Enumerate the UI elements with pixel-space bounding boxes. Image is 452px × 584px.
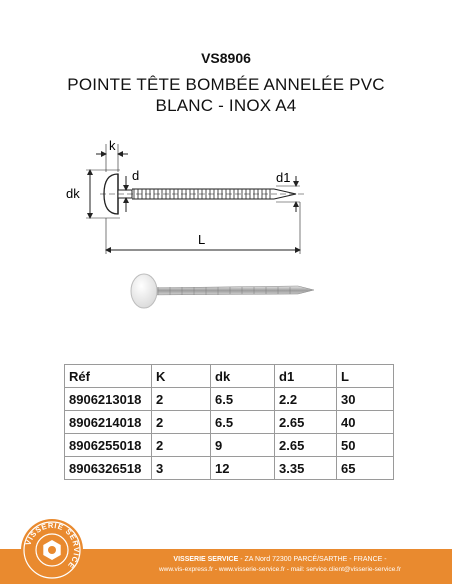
header-k: K	[152, 365, 211, 388]
cell-ref: 8906255018	[65, 434, 152, 457]
title-line-2: BLANC - INOX A4	[155, 96, 297, 115]
product-photo	[118, 262, 328, 322]
cell-dk: 9	[211, 434, 275, 457]
label-d: d	[132, 168, 140, 183]
logo-text: VISSERIE SERVICE	[23, 520, 82, 571]
cell-l: 50	[337, 434, 394, 457]
table-row	[65, 457, 394, 480]
header-l: L	[337, 365, 394, 388]
footer-contact-line: www.vis-express.fr - www.visserie-service.fr - mail: service.client@visserie-service.fr	[158, 566, 402, 573]
table-row	[65, 411, 394, 434]
cell-dk: 6.5	[211, 388, 275, 411]
cell-k: 2	[152, 388, 211, 411]
footer-address: - ZA Nord 72300 PARCÉ/SARTHE - FRANCE -	[238, 556, 387, 563]
visserie-service-logo	[20, 518, 84, 582]
cell-d1: 3.35	[275, 457, 337, 480]
cell-ref: 8906214018	[65, 411, 152, 434]
label-dk: dk	[66, 186, 80, 201]
header-d1: d1	[275, 365, 337, 388]
cell-ref: 8906213018	[65, 388, 152, 411]
cell-l: 30	[337, 388, 394, 411]
spec-table	[64, 364, 394, 480]
cell-d1: 2.65	[275, 434, 337, 457]
header-ref: Réf	[65, 365, 152, 388]
cell-k: 2	[152, 434, 211, 457]
title-line-1: POINTE TÊTE BOMBÉE ANNELÉE PVC	[67, 75, 385, 94]
table-header-row	[65, 365, 394, 388]
product-code: VS8906	[201, 50, 251, 66]
cell-l: 40	[337, 411, 394, 434]
cell-dk: 12	[211, 457, 275, 480]
cell-k: 2	[152, 411, 211, 434]
label-k: k	[109, 140, 116, 153]
cell-ref: 8906326518	[65, 457, 152, 480]
product-title	[0, 74, 452, 116]
label-d1: d1	[276, 170, 291, 185]
footer-company: VISSERIE SERVICE	[173, 556, 239, 563]
cell-d1: 2.2	[275, 388, 337, 411]
cell-dk: 6.5	[211, 411, 275, 434]
footer-address-line	[108, 556, 452, 563]
header-dk: dk	[211, 365, 275, 388]
label-L: L	[198, 232, 206, 247]
cell-l: 65	[337, 457, 394, 480]
table-row	[65, 388, 394, 411]
cell-k: 3	[152, 457, 211, 480]
technical-drawing	[60, 140, 320, 260]
cell-d1: 2.65	[275, 411, 337, 434]
table-row	[65, 434, 394, 457]
